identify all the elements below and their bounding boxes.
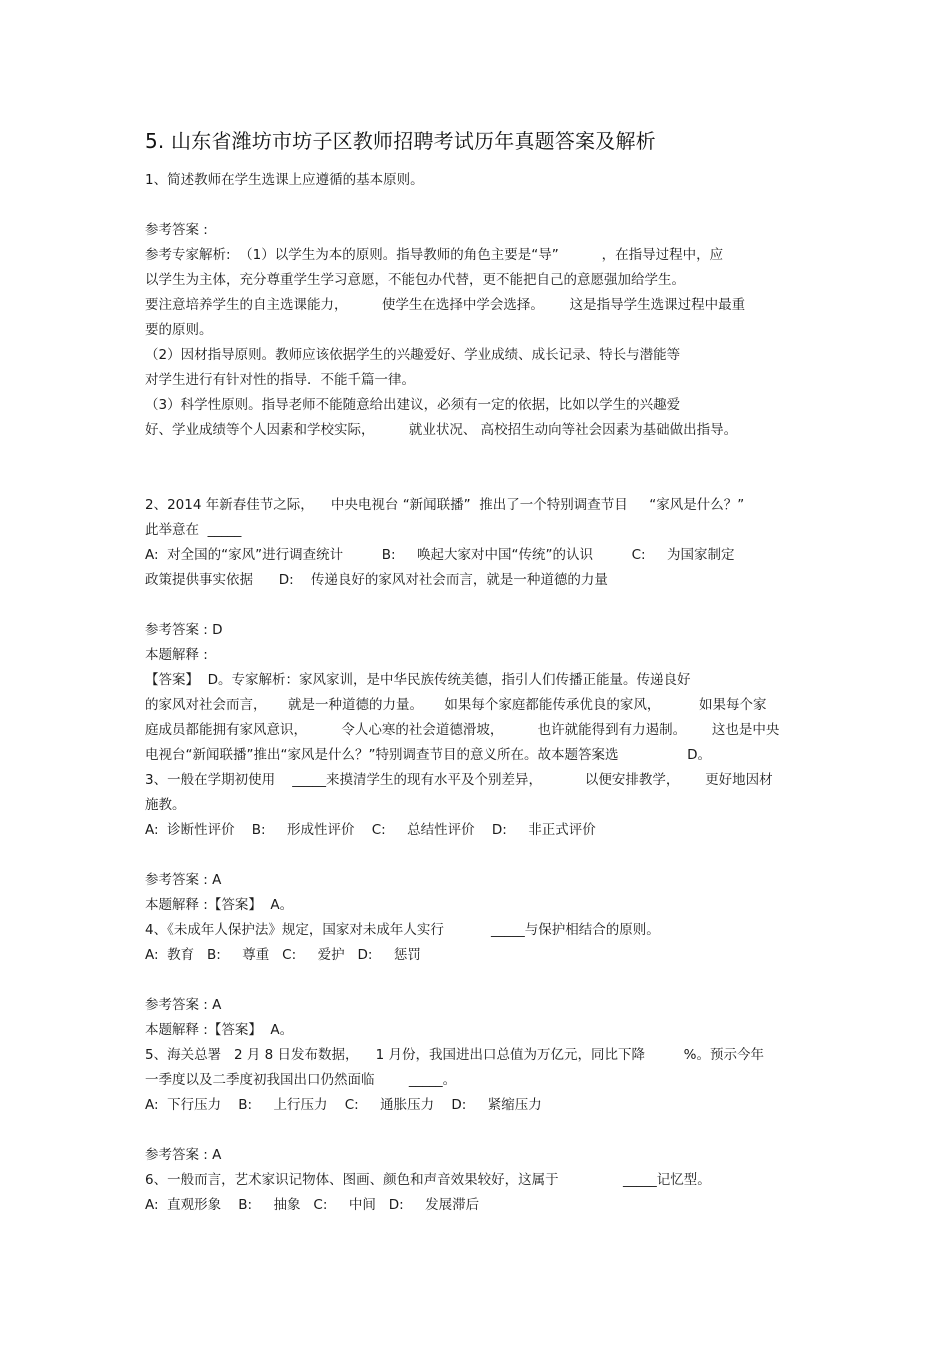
document-body — [145, 168, 805, 1218]
text-line: 要注意培养学生的自主选课能力， 使学生在选择中学会选择。 这是指导学生选课过程中最重 — [145, 297, 746, 313]
blank-line — [145, 443, 805, 468]
text-line: A: 直观形象 B: 抽象 C: 中间 D: 发展滞后 — [145, 1197, 480, 1213]
text-line: A: 下行压力 B: 上行压力 C: 通胀压力 D: 紧缩压力 — [145, 1097, 542, 1113]
text-line: 庭成员都能拥有家风意识， 令人心寒的社会道德滑坡， 也许就能得到有力遏制。 这也是中央 — [145, 722, 780, 738]
text-line: 4、《未成年人保护法》规定，国家对未成年人实行 _____与保护相结合的原则。 — [145, 922, 660, 938]
text-line: 参考答案 : — [145, 222, 208, 238]
text-line: 好、学业成绩等个人因素和学校实际， 就业状况、 高校招生动向等社会因素为基础做出指导。 — [145, 422, 738, 438]
text-line: 【答案】 D。专家解析：家风家训，是中华民族传统美德，指引人们传播正能量。传递良好 — [145, 672, 691, 688]
blank-line — [145, 843, 805, 868]
blank-line — [145, 1118, 805, 1143]
text-line: 参考答案 : D — [145, 622, 223, 638]
text-line: 施教。 — [145, 797, 186, 813]
text-line: A: 教育 B: 尊重 C: 爱护 D: 惩罚 — [145, 947, 421, 963]
text-line: 一季度以及二季度初我国出口仍然面临 _____。 — [145, 1072, 457, 1088]
text-line: A: 对全国的“家风”进行调查统计 B: 唤起大家对中国“传统”的认识 C: 为国家制定 — [145, 547, 735, 563]
text-line: 6、一般而言，艺术家识记物体、图画、颜色和声音效果较好，这属于 _____记忆型。 — [145, 1172, 711, 1188]
text-line: 要的原则。 — [145, 322, 213, 338]
text-line: 3、一般在学期初使用 _____来摸清学生的现有水平及个别差异， 以便安排教学， 更好地因材 — [145, 772, 773, 788]
text-line: 的家风对社会而言， 就是一种道德的力量。 如果每个家庭都能传承优良的家风， 如果每个家 — [145, 697, 767, 713]
text-line: 本题解释 :【答案】 A。 — [145, 1022, 294, 1038]
text-line: 5、海关总署 2 月 8 日发布数据， 1 月份，我国进出口总值为万亿元，同比下降 %。预示今年 — [145, 1047, 765, 1063]
text-line: 参考答案 : A — [145, 1147, 222, 1163]
text-line: 本题解释 : — [145, 647, 208, 663]
document-title: 5. 山东省潍坊市坊子区教师招聘考试历年真题答案及解析 — [145, 129, 656, 153]
text-line: 以学生为主体，充分尊重学生学习意愿，不能包办代替，更不能把自己的意愿强加给学生。 — [145, 272, 685, 288]
text-line: 政策提供事实依据 D: 传递良好的家风对社会而言，就是一种道德的力量 — [145, 572, 608, 588]
text-line: 1、简述教师在学生选课上应遵循的基本原则。 — [145, 172, 424, 188]
blank-line — [145, 968, 805, 993]
blank-line — [145, 593, 805, 618]
text-line: 对学生进行有针对性的指导．不能千篇一律。 — [145, 372, 415, 388]
text-line: 参考答案 : A — [145, 872, 222, 888]
text-line: （2）因材指导原则。教师应该依据学生的兴趣爱好、学业成绩、成长记录、特长与潜能等 — [145, 347, 681, 363]
blank-line — [145, 468, 805, 493]
text-line: 电视台“新闻联播”推出“家风是什么？”特别调查节目的意义所在。故本题答案选 D。 — [145, 747, 712, 763]
text-line: 参考专家解析: （1）以学生为本的原则。指导教师的角色主要是“导” ，在指导过程中，应 — [145, 247, 724, 263]
blank-line — [145, 193, 805, 218]
text-line: （3）科学性原则。指导老师不能随意给出建议，必须有一定的依据，比如以学生的兴趣爱 — [145, 397, 681, 413]
text-line: 本题解释 :【答案】 A。 — [145, 897, 294, 913]
text-line: A: 诊断性评价 B: 形成性评价 C: 总结性评价 D: 非正式评价 — [145, 822, 596, 838]
text-line: 2、2014 年新春佳节之际， 中央电视台 “新闻联播” 推出了一个特别调查节目 “家风是什么？” — [145, 497, 745, 513]
text-line: 参考答案 : A — [145, 997, 222, 1013]
text-line: 此举意在 _____ — [145, 522, 242, 538]
